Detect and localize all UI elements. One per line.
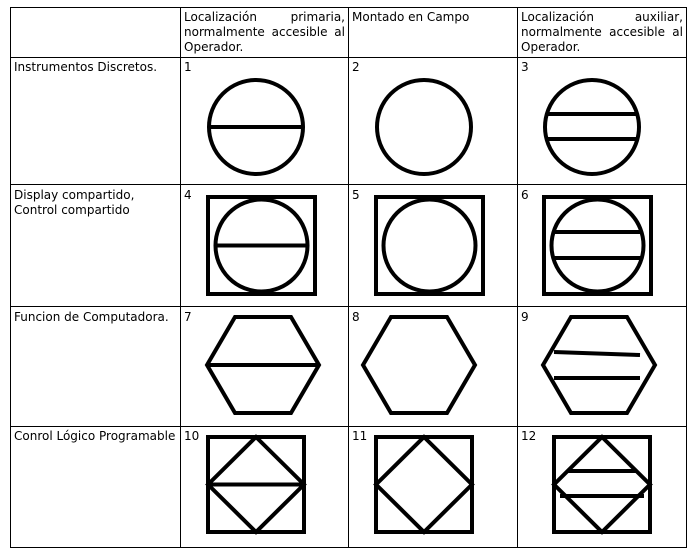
computer-field-symbol xyxy=(360,314,478,416)
row-label-plc: Conrol Lógico Programable xyxy=(14,429,176,443)
square-shape xyxy=(554,437,650,532)
cell-number: 6 xyxy=(521,188,529,202)
plc-field-symbol xyxy=(372,434,476,536)
header-auxiliary-location: Localización auxiliar, normalmente accesible al Operador. xyxy=(521,10,683,54)
cell-number: 12 xyxy=(521,429,537,443)
shared-auxiliary-symbol xyxy=(540,194,654,296)
circle-shape xyxy=(552,200,644,292)
diamond-shape xyxy=(554,437,650,532)
hexagon-shape xyxy=(543,317,655,413)
circle-shape xyxy=(377,80,471,174)
row-label-computer: Funcion de Computadora. xyxy=(14,310,169,324)
discrete-field-symbol xyxy=(372,78,476,178)
circle-shape xyxy=(384,200,476,292)
cell-number: 4 xyxy=(184,188,192,202)
square-shape xyxy=(376,437,472,532)
plc-primary-symbol xyxy=(204,434,308,536)
circle-shape xyxy=(545,80,639,174)
plc-auxiliary-symbol xyxy=(550,434,654,536)
cell-number: 7 xyxy=(184,310,192,324)
cell-number: 5 xyxy=(352,188,360,202)
row-label-shared-line2: Control compartido xyxy=(14,203,130,217)
cell-number: 3 xyxy=(521,60,529,74)
computer-primary-symbol xyxy=(204,314,322,416)
header-primary-location: Localización primaria, normalmente accesible al Operador. xyxy=(184,10,345,54)
cell-number: 2 xyxy=(352,60,360,74)
discrete-auxiliary-symbol xyxy=(540,78,644,178)
cell-number: 10 xyxy=(184,429,200,443)
shared-primary-symbol xyxy=(204,194,318,296)
cell-number: 9 xyxy=(521,310,529,324)
header-field-mounted: Montado en Campo xyxy=(352,10,470,24)
horizontal-line xyxy=(554,352,640,355)
row-label-shared-line1: Display compartido, xyxy=(14,188,135,202)
cell-number: 11 xyxy=(352,429,368,443)
discrete-primary-symbol xyxy=(204,78,308,178)
diamond-shape xyxy=(376,437,472,532)
shared-field-symbol xyxy=(372,194,486,296)
square-shape xyxy=(544,197,651,294)
hexagon-shape xyxy=(363,317,475,413)
cell-number: 1 xyxy=(184,60,192,74)
computer-auxiliary-symbol xyxy=(540,314,658,416)
cell-number: 8 xyxy=(352,310,360,324)
square-shape xyxy=(376,197,483,294)
row-label-discrete: Instrumentos Discretos. xyxy=(14,60,158,74)
row-label-shared xyxy=(14,188,178,218)
